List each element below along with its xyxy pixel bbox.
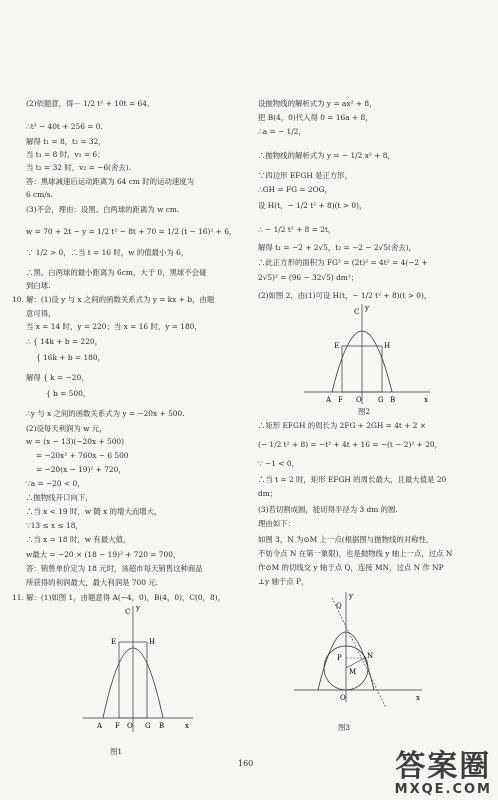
fig2-label-F: F bbox=[338, 396, 343, 404]
fig3-tangent-line bbox=[332, 598, 386, 708]
figure-3 bbox=[288, 590, 428, 720]
right_column-line: ⊥y 轴于点 P， bbox=[258, 577, 309, 586]
right_column-line: (− 1/2 t² + 8) = −t² + 4t + 16 = −(t − 2)² + 20， bbox=[258, 440, 443, 449]
figure-3-caption: 图3 bbox=[338, 723, 351, 732]
left_column-line: ∴当 x < 19 时，w 随 x 的增大而增大， bbox=[26, 507, 162, 516]
left_column-line: 解得 t₁ = 8，t₂ = 32， bbox=[26, 137, 106, 146]
right_column-line: 不妨令点 N 在第一象限)，也是抛物线 y 轴上一点，过点 N bbox=[258, 549, 453, 558]
left-column bbox=[12, 0, 238, 800]
fig3-label-Q: Q bbox=[336, 602, 342, 610]
left_column-line: 答：黑球减速后运动距离为 64 cm 时的运动速度为 bbox=[26, 177, 195, 186]
left_column-line: 11. 解：(1)如图 1，由题意得 A(−4，0)，B(4，0)，C(0，8)， bbox=[12, 593, 225, 602]
right_column-line: ∴当 t = 2 时，矩形 EFGH 的周长最大，且最大值是 20 bbox=[258, 475, 447, 484]
fig1-label-O: O bbox=[127, 722, 133, 730]
left_column-line: w最大 = −20 × (18 − 19)² + 720 = 700， bbox=[26, 550, 181, 559]
left_column-line: (2)依题意，得－ 1/2 t² + 10t = 64， bbox=[26, 99, 155, 108]
fig3-label-O: O bbox=[340, 694, 346, 702]
left_column-line: 6 cm/s. bbox=[26, 190, 53, 199]
left_column-line: { 16k + b = 180， bbox=[36, 353, 105, 362]
right_column-line: 设抛物线的解析式为 y = ax² + 8， bbox=[258, 99, 377, 108]
left_column-line: w = 70 + 2t − y = 1/2 t² − 8t + 70 = 1/2 (t − 16)² + 6， bbox=[26, 227, 237, 236]
left_column-line: ∵a = −20 < 0， bbox=[26, 479, 85, 488]
right_column-line: ∴ − 1/2 t² + 8 = 2t， bbox=[258, 225, 336, 234]
fig1-label-C: C bbox=[125, 608, 131, 616]
watermark bbox=[395, 750, 492, 796]
right_column-line: 如图 3，N 为⊙M 上一点(根据图与抛物线的对称性， bbox=[258, 535, 434, 544]
right_column-line: ∴a = − 1/2， bbox=[258, 127, 306, 136]
figure-1-caption: 图1 bbox=[110, 747, 123, 756]
page-number: 160 bbox=[238, 759, 254, 768]
fig3-label-P: P bbox=[337, 654, 342, 662]
left_column-line: 所获得的利润最大，最大利润是 700 元. bbox=[26, 578, 159, 587]
fig1-label-F: F bbox=[115, 722, 120, 730]
right_column-line: 把 B(4，0)代入得 0 = 16a + 8， bbox=[258, 113, 373, 122]
left_column-line: ∵13 ≤ x ≤ 18， bbox=[26, 521, 83, 530]
left_column-line: ∴y 与 x 之间的函数关系式为 y = −20x + 500. bbox=[26, 409, 185, 418]
left_column-line: ∴当 x = 18 时，w 有最大值， bbox=[26, 535, 131, 544]
right_column-line: ∴抛物线的解析式为 y = − 1/2 x² + 8， bbox=[258, 151, 395, 160]
right_column-line: ∵四边形 EFGH 是正方形， bbox=[258, 171, 353, 180]
fig2-label-A: A bbox=[326, 396, 332, 404]
fig1-label-A: A bbox=[97, 722, 103, 730]
figure-2-caption: 图2 bbox=[358, 407, 371, 416]
right_column-line: 2√5)² = (96 − 32√5) dm²； bbox=[258, 273, 359, 282]
right_column-line: ∴此正方形的面积为 FG² = (2t)² = 4t² = 4(−2 + bbox=[258, 258, 428, 267]
fig2-label-O: O bbox=[356, 396, 362, 404]
left_column-line: 解得 { k = −20， bbox=[26, 373, 89, 382]
figure-1 bbox=[81, 600, 201, 740]
right_column-line: 作⊙M 的切线交 y 轴于点 Q，连接 MN，过点 N 作 NP bbox=[258, 563, 444, 572]
left_column-line: ∵ 1/2 > 0，∴当 t = 16 时，w 的值最小为 6， bbox=[26, 248, 189, 257]
fig1-label-y: y bbox=[136, 604, 140, 612]
fig3-label-y: y bbox=[349, 592, 353, 600]
fig2-label-x: x bbox=[424, 396, 428, 404]
right_column-line: dm； bbox=[258, 489, 278, 498]
left_column-line: (3)不会，理由：设黑、白两球的距离为 w cm. bbox=[26, 205, 180, 214]
fig1-label-E: E bbox=[111, 638, 117, 646]
left_column-line: ∴抛物线开口向下， bbox=[26, 493, 93, 502]
right_column-line: 理由如下： bbox=[258, 519, 295, 528]
fig1-label-H: H bbox=[149, 638, 156, 646]
right_column-line: ∴GH = FG = 2OG， bbox=[258, 185, 332, 194]
right-column bbox=[258, 0, 486, 800]
fig1-label-x: x bbox=[185, 722, 189, 730]
fig2-label-y: y bbox=[365, 304, 369, 312]
fig2-label-G: G bbox=[378, 396, 384, 404]
fig2-label-B: B bbox=[390, 396, 396, 404]
left_column-line: (2)设每天利润为 w 元， bbox=[26, 424, 107, 433]
left_column-line: 当 x = 14 时，y = 220；当 x = 16 时，y = 180， bbox=[26, 322, 202, 331]
right_column-line: 解得 t₁ = −2 + 2√5，t₂ = −2 − 2√5(舍去)， bbox=[258, 243, 416, 252]
right_column-line: 设 H(t，− 1/2 t² + 8)(t > 0)， bbox=[258, 201, 367, 210]
right_column-line: (3)若切割成圆，能切得半径为 3 dm 的圆. bbox=[258, 505, 398, 514]
right_column-line: ∵ −1 < 0， bbox=[258, 459, 299, 468]
left_column-line: 10. 解：(1)设 y 与 x 之间的函数关系式为 y = kx + b，由题 bbox=[12, 295, 215, 304]
left_column-line: = −20(x − 19)² + 720， bbox=[36, 465, 126, 474]
left_column-line: ∴ { 14k + b = 220， bbox=[26, 337, 102, 346]
left_column-line: 意可得， bbox=[26, 309, 56, 318]
right_column-line: (2)如图 2，由(1)可设 H(t，− 1/2 t² + 8)(t > 0)， bbox=[258, 291, 432, 300]
left_column-line: { b = 500， bbox=[46, 389, 91, 398]
fig2-label-E: E bbox=[334, 342, 340, 350]
watermark-logo: 答案圈 bbox=[395, 749, 492, 784]
fig1-label-G: G bbox=[145, 722, 151, 730]
left_column-line: 当 t₂ = 32 时，v₂ = −6(舍去). bbox=[26, 163, 131, 172]
fig3-MN bbox=[346, 658, 365, 668]
left_column-line: 答：销售单价定为 18 元时，该超市每天销售这种商品 bbox=[26, 564, 203, 573]
left_column-line: = −20x² + 760x − 6 500 bbox=[36, 451, 129, 460]
left_column-line: ∴t² − 40t + 256 = 0. bbox=[26, 122, 103, 131]
watermark-url: MXQE.COM bbox=[394, 782, 492, 797]
fig2-label-H: H bbox=[384, 342, 391, 350]
figure-2 bbox=[298, 300, 438, 410]
left_column-line: w = (x − 13)(−20x + 500) bbox=[26, 437, 124, 446]
fig3-label-x: x bbox=[416, 694, 420, 702]
fig3-label-M: M bbox=[349, 668, 357, 676]
left_column-line: 到白球. bbox=[26, 281, 51, 290]
left_column-line: ∴黑、白两球的最小距离为 6cm，大于 0，黑球不会碰 bbox=[26, 268, 207, 277]
fig3-label-N: N bbox=[367, 652, 374, 660]
right_column-line: ∴矩形 EFGH 的周长为 2FG + 2GH = 4t + 2 × bbox=[258, 421, 427, 430]
left_column-line: 当 t₁ = 8 时，v₁ = 6； bbox=[26, 150, 105, 159]
fig2-label-C: C bbox=[354, 308, 360, 316]
fig1-label-B: B bbox=[159, 722, 165, 730]
